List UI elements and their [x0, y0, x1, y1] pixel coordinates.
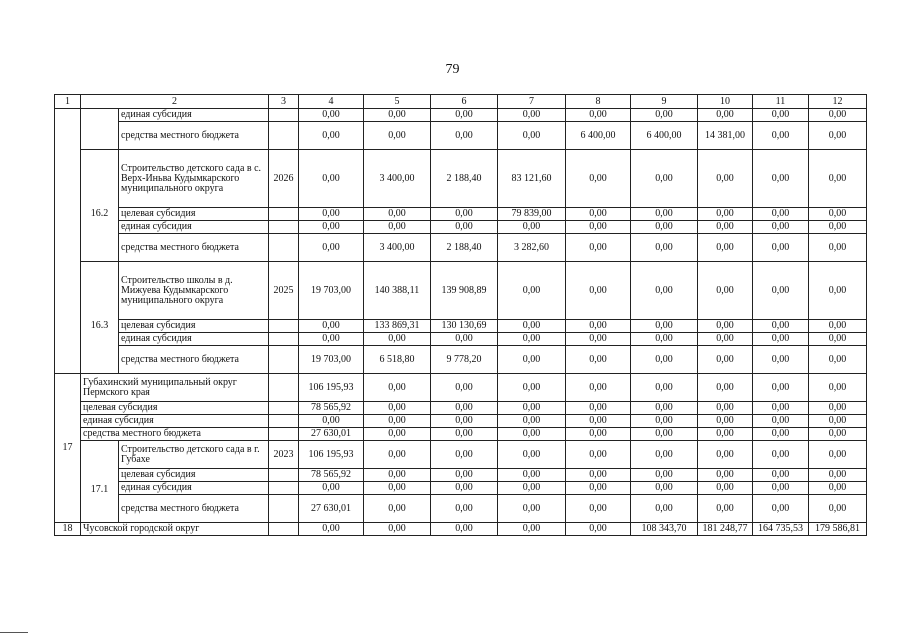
value-cell: 0,00: [631, 234, 698, 262]
value-cell: 0,00: [631, 495, 698, 523]
value-cell: 6 400,00: [566, 122, 631, 150]
item-name-cell: единая субсидия: [119, 482, 269, 495]
value-cell: 0,00: [566, 234, 631, 262]
value-cell: 0,00: [498, 402, 566, 415]
item-name-cell: Строительство детского сада в с. Верх-Иньва Кудымкарского муниципального округа: [119, 150, 269, 208]
value-cell: 0,00: [809, 482, 867, 495]
value-cell: 0,00: [431, 122, 498, 150]
year-cell: [269, 415, 299, 428]
value-cell: 0,00: [498, 346, 566, 374]
value-cell: 108 343,70: [631, 523, 698, 536]
year-cell: [269, 221, 299, 234]
value-cell: 0,00: [566, 208, 631, 221]
item-name-cell: Строительство школы в д. Мижуева Кудымкарского муниципального округа: [119, 262, 269, 320]
value-cell: 0,00: [299, 150, 364, 208]
value-cell: 0,00: [809, 320, 867, 333]
table-row: [55, 262, 867, 320]
value-cell: 0,00: [364, 428, 431, 441]
value-cell: 0,00: [431, 374, 498, 402]
value-cell: 0,00: [566, 150, 631, 208]
value-cell: 0,00: [698, 415, 753, 428]
value-cell: 79 839,00: [498, 208, 566, 221]
value-cell: 0,00: [364, 415, 431, 428]
item-name-cell: целевая субсидия: [81, 402, 269, 415]
header-cell: 2: [81, 95, 269, 109]
value-cell: 0,00: [809, 221, 867, 234]
value-cell: 0,00: [809, 441, 867, 469]
value-cell: 0,00: [364, 208, 431, 221]
header-cell: 11: [753, 95, 809, 109]
value-cell: 0,00: [809, 150, 867, 208]
value-cell: 0,00: [698, 495, 753, 523]
item-name-cell: целевая субсидия: [119, 208, 269, 221]
year-cell: [269, 320, 299, 333]
value-cell: 0,00: [809, 415, 867, 428]
value-cell: 0,00: [566, 346, 631, 374]
value-cell: 0,00: [431, 428, 498, 441]
value-cell: 0,00: [364, 333, 431, 346]
value-cell: 0,00: [364, 402, 431, 415]
value-cell: 0,00: [753, 262, 809, 320]
value-cell: 0,00: [809, 208, 867, 221]
table-row: [55, 523, 867, 536]
value-cell: 0,00: [698, 262, 753, 320]
value-cell: 106 195,93: [299, 441, 364, 469]
value-cell: 0,00: [498, 262, 566, 320]
item-name-cell: единая субсидия: [81, 415, 269, 428]
value-cell: 0,00: [809, 346, 867, 374]
value-cell: 0,00: [809, 333, 867, 346]
value-cell: 0,00: [631, 428, 698, 441]
table-row: [55, 495, 867, 523]
value-cell: 0,00: [498, 428, 566, 441]
value-cell: 0,00: [566, 415, 631, 428]
value-cell: 0,00: [753, 150, 809, 208]
table-row: [55, 374, 867, 402]
value-cell: 0,00: [631, 469, 698, 482]
value-cell: 0,00: [364, 523, 431, 536]
header-cell: 5: [364, 95, 431, 109]
value-cell: 0,00: [753, 234, 809, 262]
value-cell: 0,00: [698, 402, 753, 415]
value-cell: 0,00: [809, 402, 867, 415]
item-name-cell: средства местного бюджета: [119, 122, 269, 150]
value-cell: 0,00: [498, 469, 566, 482]
table-row: [55, 428, 867, 441]
value-cell: 0,00: [566, 333, 631, 346]
year-cell: [269, 109, 299, 122]
value-cell: 0,00: [364, 482, 431, 495]
value-cell: 27 630,01: [299, 428, 364, 441]
value-cell: 0,00: [431, 469, 498, 482]
value-cell: 83 121,60: [498, 150, 566, 208]
value-cell: 0,00: [698, 374, 753, 402]
year-cell: [269, 333, 299, 346]
value-cell: 0,00: [753, 415, 809, 428]
value-cell: 3 400,00: [364, 150, 431, 208]
value-cell: 3 400,00: [364, 234, 431, 262]
value-cell: 0,00: [364, 221, 431, 234]
value-cell: 0,00: [566, 523, 631, 536]
value-cell: 27 630,01: [299, 495, 364, 523]
value-cell: 0,00: [566, 221, 631, 234]
value-cell: 164 735,53: [753, 523, 809, 536]
value-cell: 0,00: [566, 402, 631, 415]
footer-rule: [0, 632, 28, 633]
value-cell: 0,00: [299, 482, 364, 495]
value-cell: 0,00: [809, 428, 867, 441]
value-cell: 0,00: [498, 122, 566, 150]
value-cell: 106 195,93: [299, 374, 364, 402]
value-cell: 0,00: [566, 441, 631, 469]
value-cell: 0,00: [809, 109, 867, 122]
year-cell: 2023: [269, 441, 299, 469]
value-cell: 133 869,31: [364, 320, 431, 333]
value-cell: 0,00: [631, 109, 698, 122]
table-row: [55, 208, 867, 221]
value-cell: 139 908,89: [431, 262, 498, 320]
value-cell: 0,00: [299, 320, 364, 333]
value-cell: 0,00: [631, 482, 698, 495]
year-cell: [269, 346, 299, 374]
header-cell: 8: [566, 95, 631, 109]
value-cell: 0,00: [566, 469, 631, 482]
value-cell: 0,00: [431, 523, 498, 536]
value-cell: 0,00: [698, 208, 753, 221]
item-name-cell: средства местного бюджета: [119, 495, 269, 523]
value-cell: 0,00: [299, 221, 364, 234]
table-row: [55, 221, 867, 234]
value-cell: 0,00: [431, 221, 498, 234]
value-cell: 0,00: [566, 109, 631, 122]
row-number-cell: [55, 109, 81, 374]
year-cell: [269, 402, 299, 415]
year-cell: [269, 482, 299, 495]
header-cell: 10: [698, 95, 753, 109]
value-cell: 0,00: [364, 122, 431, 150]
table-body: [55, 95, 867, 536]
item-name-cell: средства местного бюджета: [119, 234, 269, 262]
value-cell: 0,00: [631, 150, 698, 208]
year-cell: [269, 428, 299, 441]
value-cell: 0,00: [299, 122, 364, 150]
row-number-cell: 17: [55, 374, 81, 523]
subrow-number-cell: [81, 109, 119, 150]
value-cell: 0,00: [631, 262, 698, 320]
value-cell: 0,00: [431, 208, 498, 221]
value-cell: 0,00: [809, 495, 867, 523]
item-name-cell: Чусовской городской округ: [81, 523, 269, 536]
value-cell: 0,00: [498, 523, 566, 536]
value-cell: 0,00: [809, 469, 867, 482]
table-row: [55, 234, 867, 262]
page-number: 79: [445, 62, 460, 77]
value-cell: 6 518,80: [364, 346, 431, 374]
value-cell: 0,00: [753, 495, 809, 523]
value-cell: 0,00: [431, 109, 498, 122]
header-row: [55, 95, 867, 109]
value-cell: 0,00: [299, 523, 364, 536]
value-cell: 14 381,00: [698, 122, 753, 150]
value-cell: 0,00: [809, 374, 867, 402]
table-row: [55, 109, 867, 122]
value-cell: 0,00: [431, 441, 498, 469]
value-cell: 0,00: [631, 320, 698, 333]
year-cell: [269, 374, 299, 402]
value-cell: 6 400,00: [631, 122, 698, 150]
value-cell: 0,00: [753, 109, 809, 122]
row-number-cell: 18: [55, 523, 81, 536]
value-cell: 130 130,69: [431, 320, 498, 333]
value-cell: 0,00: [809, 122, 867, 150]
value-cell: 0,00: [566, 428, 631, 441]
value-cell: 0,00: [753, 320, 809, 333]
value-cell: 140 388,11: [364, 262, 431, 320]
year-cell: [269, 523, 299, 536]
table-row: [55, 482, 867, 495]
header-cell: 12: [809, 95, 867, 109]
value-cell: 0,00: [753, 208, 809, 221]
value-cell: 0,00: [631, 374, 698, 402]
value-cell: 0,00: [299, 415, 364, 428]
value-cell: 0,00: [364, 109, 431, 122]
year-cell: [269, 469, 299, 482]
table-row: [55, 441, 867, 469]
value-cell: 0,00: [631, 402, 698, 415]
value-cell: 0,00: [698, 234, 753, 262]
value-cell: 19 703,00: [299, 346, 364, 374]
value-cell: 0,00: [753, 441, 809, 469]
value-cell: 2 188,40: [431, 234, 498, 262]
value-cell: 0,00: [431, 495, 498, 523]
value-cell: 0,00: [753, 402, 809, 415]
value-cell: 0,00: [431, 415, 498, 428]
value-cell: 0,00: [753, 346, 809, 374]
value-cell: 0,00: [631, 415, 698, 428]
value-cell: 0,00: [498, 374, 566, 402]
year-cell: [269, 234, 299, 262]
value-cell: 0,00: [698, 109, 753, 122]
table-row: [55, 469, 867, 482]
value-cell: 0,00: [431, 482, 498, 495]
value-cell: 0,00: [566, 320, 631, 333]
value-cell: 0,00: [753, 469, 809, 482]
value-cell: 0,00: [299, 109, 364, 122]
header-cell: 6: [431, 95, 498, 109]
value-cell: 0,00: [498, 415, 566, 428]
value-cell: 181 248,77: [698, 523, 753, 536]
item-name-cell: Строительство детского сада в г. Губахе: [119, 441, 269, 469]
table-row: [55, 333, 867, 346]
item-name-cell: целевая субсидия: [119, 469, 269, 482]
item-name-cell: средства местного бюджета: [119, 346, 269, 374]
value-cell: 179 586,81: [809, 523, 867, 536]
item-name-cell: средства местного бюджета: [81, 428, 269, 441]
value-cell: 78 565,92: [299, 402, 364, 415]
value-cell: 0,00: [753, 333, 809, 346]
value-cell: 0,00: [498, 441, 566, 469]
item-name-cell: Губахинский муниципальный округ Пермского края: [81, 374, 269, 402]
value-cell: 0,00: [753, 122, 809, 150]
value-cell: 0,00: [566, 262, 631, 320]
value-cell: 0,00: [631, 333, 698, 346]
value-cell: 19 703,00: [299, 262, 364, 320]
header-cell: 4: [299, 95, 364, 109]
value-cell: 9 778,20: [431, 346, 498, 374]
value-cell: 0,00: [698, 221, 753, 234]
header-cell: 1: [55, 95, 81, 109]
value-cell: 0,00: [498, 333, 566, 346]
item-name-cell: целевая субсидия: [119, 320, 269, 333]
year-cell: [269, 122, 299, 150]
budget-table: [54, 94, 867, 536]
value-cell: 0,00: [698, 150, 753, 208]
value-cell: 0,00: [631, 208, 698, 221]
year-cell: 2026: [269, 150, 299, 208]
value-cell: 3 282,60: [498, 234, 566, 262]
value-cell: 78 565,92: [299, 469, 364, 482]
value-cell: 0,00: [364, 495, 431, 523]
value-cell: 0,00: [631, 346, 698, 374]
value-cell: 0,00: [364, 441, 431, 469]
value-cell: 0,00: [698, 428, 753, 441]
value-cell: 0,00: [698, 469, 753, 482]
value-cell: 0,00: [566, 495, 631, 523]
value-cell: 0,00: [498, 320, 566, 333]
value-cell: 0,00: [631, 441, 698, 469]
value-cell: 0,00: [698, 482, 753, 495]
header-cell: 3: [269, 95, 299, 109]
value-cell: 0,00: [364, 469, 431, 482]
year-cell: 2025: [269, 262, 299, 320]
value-cell: 0,00: [566, 482, 631, 495]
value-cell: 0,00: [698, 320, 753, 333]
table-row: [55, 150, 867, 208]
value-cell: 0,00: [431, 333, 498, 346]
item-name-cell: единая субсидия: [119, 333, 269, 346]
value-cell: 0,00: [631, 221, 698, 234]
table-row: [55, 346, 867, 374]
value-cell: 0,00: [753, 221, 809, 234]
value-cell: 0,00: [809, 262, 867, 320]
value-cell: 0,00: [753, 482, 809, 495]
value-cell: 0,00: [364, 374, 431, 402]
value-cell: 0,00: [753, 428, 809, 441]
value-cell: 0,00: [698, 333, 753, 346]
subrow-number-cell: 17.1: [81, 441, 119, 523]
value-cell: 0,00: [698, 441, 753, 469]
value-cell: 0,00: [809, 234, 867, 262]
item-name-cell: единая субсидия: [119, 221, 269, 234]
value-cell: 0,00: [299, 234, 364, 262]
value-cell: 0,00: [498, 221, 566, 234]
table-row: [55, 415, 867, 428]
item-name-cell: единая субсидия: [119, 109, 269, 122]
header-cell: 9: [631, 95, 698, 109]
value-cell: 0,00: [498, 109, 566, 122]
value-cell: 0,00: [431, 402, 498, 415]
year-cell: [269, 495, 299, 523]
value-cell: 0,00: [753, 374, 809, 402]
value-cell: 0,00: [299, 208, 364, 221]
header-cell: 7: [498, 95, 566, 109]
year-cell: [269, 208, 299, 221]
subrow-number-cell: 16.3: [81, 262, 119, 374]
value-cell: 0,00: [498, 495, 566, 523]
value-cell: 0,00: [698, 346, 753, 374]
value-cell: 0,00: [498, 482, 566, 495]
table-row: [55, 402, 867, 415]
table-row: [55, 320, 867, 333]
table-row: [55, 122, 867, 150]
value-cell: 2 188,40: [431, 150, 498, 208]
subrow-number-cell: 16.2: [81, 150, 119, 262]
value-cell: 0,00: [299, 333, 364, 346]
value-cell: 0,00: [566, 374, 631, 402]
